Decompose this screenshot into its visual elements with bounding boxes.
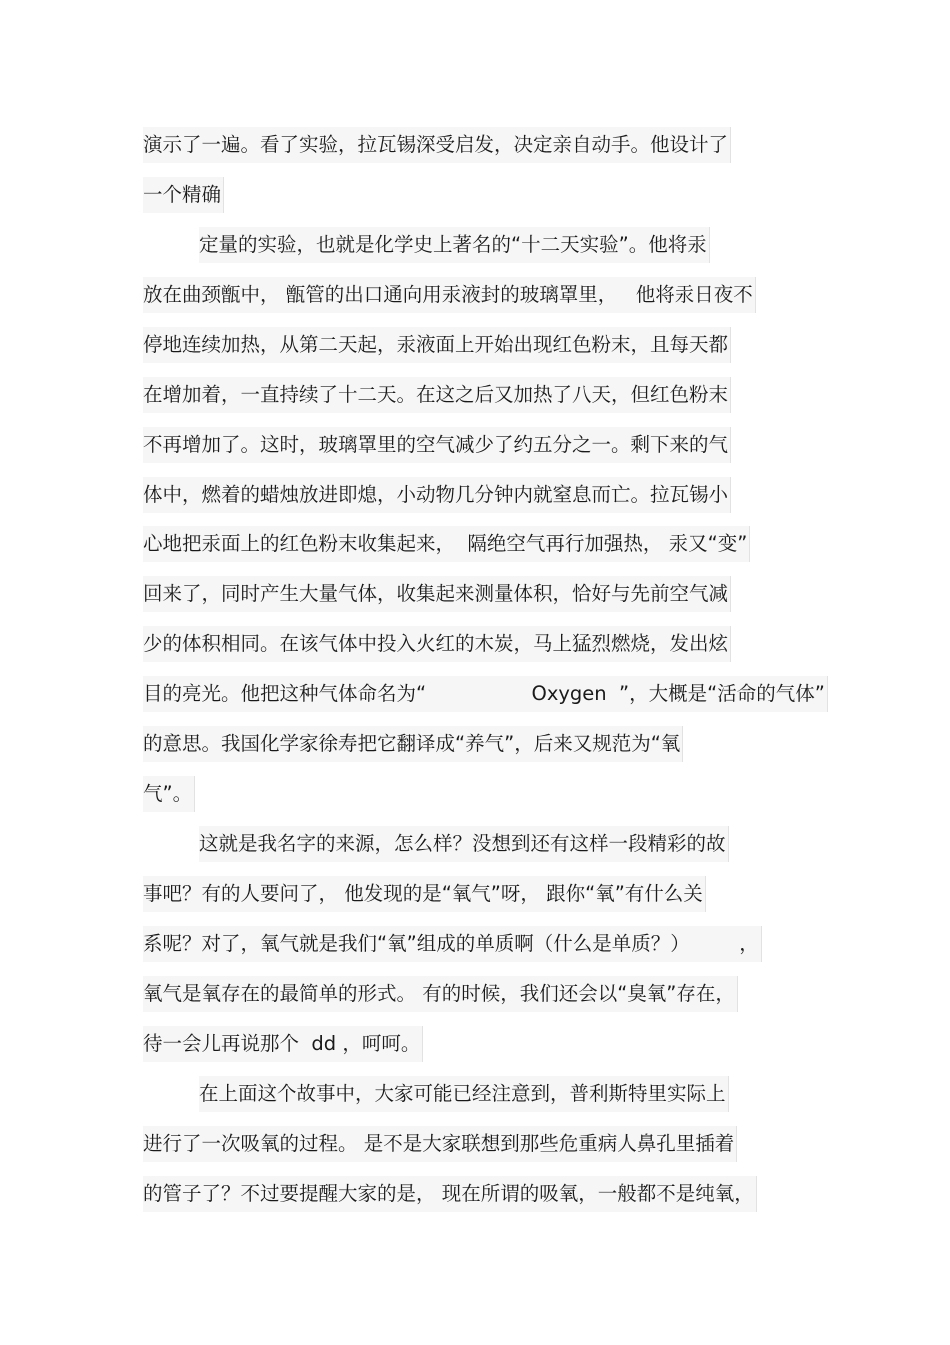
text-line: 系呢？对了，氧气就是我们“氧”组成的单质啊（什么是单质？） ， (143, 926, 762, 962)
text-line: 在上面这个故事中，大家可能已经注意到，普利斯特里实际上 (199, 1076, 729, 1112)
text-line: 演示了一遍。看了实验，拉瓦锡深受启发，决定亲自动手。他设计了 (143, 127, 731, 163)
text-line: 事吧？有的人要问了， 他发现的是“氧气”呀， 跟你“氧”有什么关 (143, 876, 706, 912)
text-line: 心地把汞面上的红色粉末收集起来， 隔绝空气再行加强热， 汞又“变” (143, 526, 750, 562)
text-line: 在增加着，一直持续了十二天。在这之后又加热了八天，但红色粉末 (143, 377, 731, 413)
text-line: 放在曲颈甑中， 甑管的出口通向用汞液封的玻璃罩里， 他将汞日夜不 (143, 277, 756, 313)
text-line: 停地连续加热，从第二天起，汞液面上开始出现红色粉末，且每天都 (143, 327, 731, 363)
text-line: 进行了一次吸氧的过程。 是不是大家联想到那些危重病人鼻孔里插着 (143, 1126, 737, 1162)
text-line: 目的亮光。他把这种气体命名为“ Oxygen ”，大概是“活命的气体” (143, 676, 828, 712)
text-line: 氧气是氧存在的最简单的形式。 有的时候，我们还会以“臭氧”存在， (143, 976, 738, 1012)
text-line: 待一会儿再说那个 dd ，呵呵。 (143, 1026, 423, 1062)
text-line: 定量的实验，也就是化学史上著名的“十二天实验”。他将汞 (199, 227, 710, 263)
text-line: 不再增加了。这时，玻璃罩里的空气减少了约五分之一。剩下来的气 (143, 427, 731, 463)
text-line: 回来了，同时产生大量气体，收集起来测量体积，恰好与先前空气减 (143, 576, 731, 612)
text-line: 的意思。我国化学家徐寿把它翻译成“养气”，后来又规范为“氧 (143, 726, 683, 762)
text-line: 气”。 (143, 776, 195, 812)
text-line: 体中，燃着的蜡烛放进即熄，小动物几分钟内就窒息而亡。拉瓦锡小 (143, 477, 731, 513)
text-line: 这就是我名字的来源，怎么样？没想到还有这样一段精彩的故 (199, 826, 729, 862)
text-line: 少的体积相同。在该气体中投入火红的木炭，马上猛烈燃烧，发出炫 (143, 626, 731, 662)
text-line: 的管子了？不过要提醒大家的是， 现在所谓的吸氧，一般都不是纯氧， (143, 1176, 757, 1212)
text-line: 一个精确 (143, 177, 224, 213)
